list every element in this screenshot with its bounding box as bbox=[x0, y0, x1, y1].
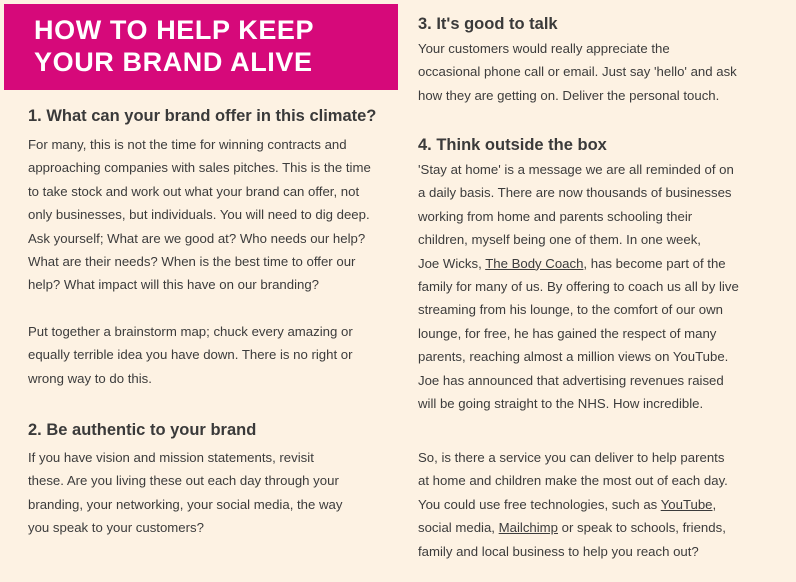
text-line-with-link bbox=[418, 493, 728, 516]
title-line-1: HOW TO HELP KEEP bbox=[34, 15, 315, 45]
text-line: For many, this is not the time for winning contracts and bbox=[28, 137, 347, 152]
section-4-paragraph-2 bbox=[418, 446, 728, 563]
text-line: Put together a brainstorm map; chuck every amazing or bbox=[28, 324, 353, 339]
text-line: 'Stay at home' is a message we are all reminded of on bbox=[418, 162, 734, 177]
text-line: branding, your networking, your social media, the way bbox=[28, 496, 343, 512]
text-line: Ask yourself; What are we good at? Who needs our help? bbox=[28, 230, 366, 246]
text-line: family for many of us. By offering to coach us all by live bbox=[418, 279, 739, 295]
text-fragment: or speak to schools, friends, bbox=[558, 520, 726, 536]
text-fragment: Joe Wicks, bbox=[418, 255, 486, 271]
section-2-paragraph bbox=[28, 446, 342, 540]
text-line: family and local business to help you reach out? bbox=[418, 543, 699, 559]
text-line: you speak to your customers? bbox=[28, 520, 204, 536]
text-line-with-link bbox=[418, 516, 728, 539]
text-line: If you have vision and mission statements, revisit bbox=[28, 450, 314, 465]
text-fragment: social media, bbox=[418, 520, 499, 536]
text-fragment: , bbox=[712, 496, 717, 512]
the-body-coach-link[interactable]: The Body Coach bbox=[485, 255, 584, 271]
text-line: Your customers would really appreciate the bbox=[418, 41, 670, 56]
section-1-heading: 1. What can your brand offer in this climate? bbox=[28, 107, 377, 125]
text-line: So, is there a service you can deliver to help parents bbox=[418, 450, 725, 465]
text-line: how they are getting on. Deliver the personal touch. bbox=[418, 87, 720, 103]
text-line-with-link bbox=[418, 252, 739, 275]
section-4-paragraph-1 bbox=[418, 158, 739, 415]
text-line: wrong way to do this. bbox=[28, 370, 152, 386]
text-line: these. Are you living these out each day through your bbox=[28, 473, 339, 489]
youtube-link[interactable]: YouTube bbox=[660, 496, 713, 512]
mailchimp-link[interactable]: Mailchimp bbox=[498, 520, 558, 536]
text-line: approaching companies with sales pitches. This is the time bbox=[28, 160, 371, 176]
text-line: equally terrible idea you have down. There is no right or bbox=[28, 347, 353, 363]
text-line: will be going straight to the NHS. How incredible. bbox=[418, 396, 704, 412]
section-4-heading: 4. Think outside the box bbox=[418, 136, 607, 154]
text-line: to take stock and work out what your brand can offer, not bbox=[28, 183, 360, 199]
title-banner bbox=[4, 4, 398, 90]
text-line: help? What impact will this have on our branding? bbox=[28, 277, 320, 293]
text-fragment: You could use free technologies, such as bbox=[418, 496, 661, 512]
section-3-paragraph bbox=[418, 37, 737, 107]
section-3-heading: 3. It's good to talk bbox=[418, 15, 558, 33]
section-1-paragraph-1 bbox=[28, 133, 371, 297]
section-1-paragraph-2 bbox=[28, 320, 353, 390]
text-line: only businesses, but individuals. You will need to dig deep. bbox=[28, 207, 370, 223]
text-line: children, myself being one of them. In one week, bbox=[418, 232, 701, 248]
section-2-heading: 2. Be authentic to your brand bbox=[28, 421, 257, 439]
text-line: lounge, for free, he has gained the respect of many bbox=[418, 325, 717, 341]
text-line: at home and children make the most out of each day. bbox=[418, 473, 728, 489]
text-fragment: , has become part of the bbox=[583, 255, 726, 271]
title-line-2: YOUR BRAND ALIVE bbox=[34, 47, 313, 77]
text-line: What are their needs? When is the best time to offer our bbox=[28, 254, 356, 270]
text-line: a daily basis. There are now thousands of businesses bbox=[418, 185, 732, 201]
text-line: parents, reaching almost a million views on YouTube. bbox=[418, 349, 729, 365]
text-line: Joe has announced that advertising revenues raised bbox=[418, 372, 724, 388]
text-line: occasional phone call or email. Just say 'hello' and ask bbox=[418, 64, 737, 80]
text-line: working from home and parents schooling their bbox=[418, 208, 693, 224]
text-line: streaming from his lounge, to the comfort of our own bbox=[418, 302, 723, 318]
